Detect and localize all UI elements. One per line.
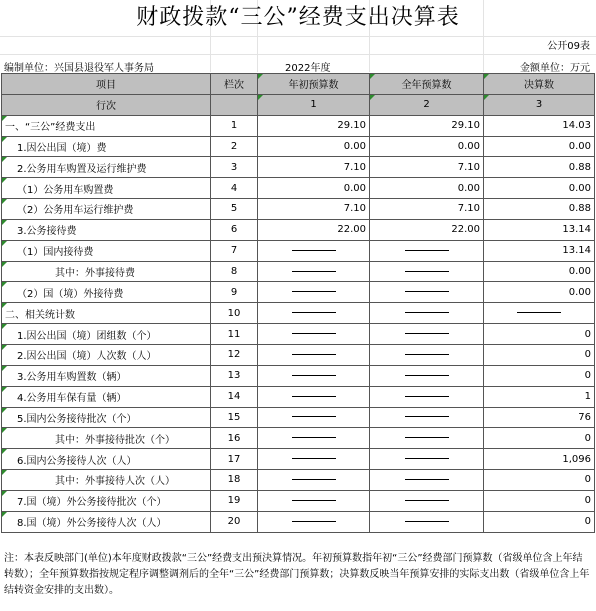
- row-value-3: 13.14: [484, 240, 595, 261]
- dash-line: [292, 250, 336, 251]
- row-value-2: 7.10: [370, 199, 484, 220]
- row-dash-cell: [258, 282, 370, 303]
- row-column-no: 15: [211, 407, 258, 428]
- row-value-2: 29.10: [370, 115, 484, 136]
- index-label: 行次: [2, 94, 211, 115]
- row-item-label: 2.因公出国（境）人次数（人）: [17, 351, 157, 363]
- dash-line: [292, 271, 336, 272]
- row-value-2: 22.00: [370, 219, 484, 240]
- footnote: 注：本表反映部门(单位)本年度财政拨款“三公”经费支出预決算情况。年初预算数指年初“三公”经费部门预算数（省级单位含上年结转数）；全年预算数指按规定程序调整调剂后的全年“三公”经费部门预算数；决算数反映当年预算安排的实际支出数（省级单位含上年结转资金安排的支出数）。: [4, 553, 590, 596]
- row-value-1: 0.00: [258, 178, 370, 199]
- row-item-label: （1）公务用车购置费: [17, 184, 114, 196]
- row-item-name: [2, 115, 211, 136]
- row-dash-cell: [258, 365, 370, 386]
- table-row: [2, 490, 595, 511]
- expense-table: [1, 73, 595, 533]
- index-col-1: 1: [258, 94, 370, 115]
- row-value-3: 0.00: [484, 261, 595, 282]
- table-row: [2, 219, 595, 240]
- row-dash-cell: [258, 240, 370, 261]
- row-column-no: 14: [211, 386, 258, 407]
- row-value-2: 0.00: [370, 178, 484, 199]
- dash-line: [405, 291, 449, 292]
- row-item-label: 3.公务用车购置数（辆）: [17, 372, 127, 384]
- row-value-1: 7.10: [258, 157, 370, 178]
- row-column-no: 20: [211, 511, 258, 532]
- dash-line: [405, 271, 449, 272]
- table-row: [2, 407, 595, 428]
- row-item-label: （1）国内接待费: [17, 247, 94, 259]
- dash-line: [292, 312, 336, 313]
- row-column-no: 5: [211, 199, 258, 220]
- dash-line: [405, 521, 449, 522]
- table-row: [2, 344, 595, 365]
- table-row: [2, 470, 595, 491]
- row-column-no: 7: [211, 240, 258, 261]
- row-item-name: [2, 178, 211, 199]
- row-item-label: 6.国内公务接待人次（人）: [17, 455, 137, 467]
- row-dash-cell: [258, 261, 370, 282]
- row-column-no: 1: [211, 115, 258, 136]
- dash-line: [292, 416, 336, 417]
- dash-line: [405, 396, 449, 397]
- row-item-name: [2, 303, 211, 324]
- row-dash-cell: [370, 303, 484, 324]
- row-column-no: 17: [211, 449, 258, 470]
- row-column-no: 6: [211, 219, 258, 240]
- row-column-no: 12: [211, 344, 258, 365]
- row-column-no: 18: [211, 470, 258, 491]
- row-item-name: [2, 407, 211, 428]
- report-year: 2022年度: [285, 63, 331, 74]
- row-dash-cell: [370, 407, 484, 428]
- row-value-3: 0.88: [484, 157, 595, 178]
- dash-line: [405, 416, 449, 417]
- row-column-no: 3: [211, 157, 258, 178]
- table-row: [2, 365, 595, 386]
- row-item-label: 其中：外事接待批次（个）: [55, 434, 175, 446]
- row-item-label: 7.国（境）外公务接待批次（个）: [17, 497, 167, 509]
- dash-line: [405, 312, 449, 313]
- table-row: [2, 240, 595, 261]
- row-dash-cell: [258, 344, 370, 365]
- row-value-1: 29.10: [258, 115, 370, 136]
- row-dash-cell: [370, 428, 484, 449]
- row-value-3: 0: [484, 324, 595, 345]
- dash-line: [292, 458, 336, 459]
- dash-line: [292, 479, 336, 480]
- table-row: [2, 199, 595, 220]
- row-item-label: 5.国内公务接待批次（个）: [17, 413, 137, 425]
- row-column-no: 4: [211, 178, 258, 199]
- row-column-no: 11: [211, 324, 258, 345]
- row-item-label: 4.公务用车保有量（辆）: [17, 393, 127, 405]
- row-dash-cell: [370, 449, 484, 470]
- row-item-label: 3.公务接待费: [17, 226, 77, 238]
- table-row: [2, 136, 595, 157]
- row-dash-cell: [370, 324, 484, 345]
- row-item-label: （2）国（境）外接待费: [17, 288, 124, 300]
- row-dash-cell: [370, 344, 484, 365]
- row-value-3: 0: [484, 470, 595, 491]
- row-item-label: 1.因公出国（境）团组数（个）: [17, 330, 157, 342]
- row-dash-cell: [370, 240, 484, 261]
- row-item-label: 8.国（境）外公务接待人次（人）: [17, 518, 167, 530]
- table-row: [2, 428, 595, 449]
- row-column-no: 16: [211, 428, 258, 449]
- index-col-3: 3: [484, 94, 595, 115]
- row-value-3: 0: [484, 365, 595, 386]
- row-dash-cell: [258, 303, 370, 324]
- row-column-no: 9: [211, 282, 258, 303]
- table-row: [2, 303, 595, 324]
- row-dash-cell: [258, 470, 370, 491]
- table-row: [2, 261, 595, 282]
- table-row: [2, 115, 595, 136]
- row-value-3: 0.00: [484, 282, 595, 303]
- row-dash-cell: [370, 365, 484, 386]
- dash-line: [405, 375, 449, 376]
- row-value-3: 0: [484, 511, 595, 532]
- row-dash-cell: [258, 490, 370, 511]
- dash-line: [292, 396, 336, 397]
- row-value-3: 0: [484, 428, 595, 449]
- row-item-name: [2, 428, 211, 449]
- table-row: [2, 449, 595, 470]
- dash-line: [405, 250, 449, 251]
- row-item-name: [2, 199, 211, 220]
- row-dash-cell: [370, 282, 484, 303]
- table-row: [2, 282, 595, 303]
- dash-line: [405, 437, 449, 438]
- row-dash-cell: [258, 407, 370, 428]
- row-item-label: 2.公务用车购置及运行维护费: [17, 163, 147, 175]
- row-dash-cell: [370, 470, 484, 491]
- row-column-no: 2: [211, 136, 258, 157]
- row-value-3: 0: [484, 344, 595, 365]
- row-item-name: [2, 344, 211, 365]
- table-row: [2, 157, 595, 178]
- row-value-3: 0.00: [484, 178, 595, 199]
- row-value-1: 0.00: [258, 136, 370, 157]
- dash-line: [292, 333, 336, 334]
- row-value-3: 1: [484, 386, 595, 407]
- dash-line: [292, 375, 336, 376]
- row-dash-cell: [258, 428, 370, 449]
- row-dash-cell: [258, 324, 370, 345]
- row-value-3: 0.00: [484, 136, 595, 157]
- row-item-label: 一、“三公”经费支出: [5, 122, 96, 134]
- report-title: 财政拨款“三公”经费支出决算表: [136, 5, 460, 30]
- row-item-label: 其中：外事接待费: [55, 268, 135, 280]
- row-column-no: 19: [211, 490, 258, 511]
- row-item-name: [2, 324, 211, 345]
- table-row: [2, 178, 595, 199]
- row-item-label: 其中：外事接待人次（人）: [55, 476, 175, 488]
- dash-line: [517, 312, 561, 313]
- index-col-2: 2: [370, 94, 484, 115]
- row-value-1: 22.00: [258, 219, 370, 240]
- dash-line: [292, 437, 336, 438]
- header-item: 项目: [2, 74, 211, 95]
- row-dash-cell: [370, 490, 484, 511]
- row-column-no: 8: [211, 261, 258, 282]
- amount-unit: 金额单位：万元: [520, 63, 590, 74]
- dash-line: [292, 354, 336, 355]
- row-item-name: [2, 490, 211, 511]
- row-value-3: 13.14: [484, 219, 595, 240]
- row-value-3: 0: [484, 490, 595, 511]
- row-item-label: 1.因公出国（境）费: [17, 142, 107, 154]
- row-item-name: [2, 386, 211, 407]
- row-dash-cell: [258, 511, 370, 532]
- reporting-unit: 编制单位：兴国县退役军人事务局: [4, 63, 154, 74]
- row-column-no: 13: [211, 365, 258, 386]
- row-item-label: （2）公务用车运行维护费: [17, 205, 134, 217]
- row-dash-cell: [258, 449, 370, 470]
- row-item-name: [2, 470, 211, 491]
- row-item-name: [2, 219, 211, 240]
- index-row: [2, 94, 595, 115]
- table-row: [2, 324, 595, 345]
- header-row: [2, 74, 595, 95]
- row-item-name: [2, 261, 211, 282]
- header-initial-budget: 年初预算数: [258, 74, 370, 95]
- row-dash-cell: [258, 386, 370, 407]
- table-row: [2, 386, 595, 407]
- dash-line: [405, 458, 449, 459]
- row-item-name: [2, 449, 211, 470]
- row-dash-cell: [370, 261, 484, 282]
- row-item-label: 二、相关统计数: [5, 309, 75, 321]
- dash-line: [405, 333, 449, 334]
- row-dash-cell: [370, 386, 484, 407]
- dash-line: [292, 500, 336, 501]
- row-value-3: 76: [484, 407, 595, 428]
- dash-line: [292, 521, 336, 522]
- row-dash-cell: [484, 303, 595, 324]
- header-final-amount: 决算数: [484, 74, 595, 95]
- row-item-name: [2, 157, 211, 178]
- row-value-3: 14.03: [484, 115, 595, 136]
- dash-line: [405, 479, 449, 480]
- row-column-no: 10: [211, 303, 258, 324]
- row-item-name: [2, 136, 211, 157]
- dash-line: [405, 500, 449, 501]
- header-column-no: 栏次: [211, 74, 258, 95]
- index-blank: [211, 94, 258, 115]
- row-value-2: 0.00: [370, 136, 484, 157]
- dash-line: [405, 354, 449, 355]
- dash-line: [292, 291, 336, 292]
- row-item-name: [2, 240, 211, 261]
- row-value-3: 1,096: [484, 449, 595, 470]
- row-item-name: [2, 365, 211, 386]
- row-value-3: 0.88: [484, 199, 595, 220]
- row-item-name: [2, 511, 211, 532]
- row-value-1: 7.10: [258, 199, 370, 220]
- row-value-2: 7.10: [370, 157, 484, 178]
- header-annual-budget: 全年预算数: [370, 74, 484, 95]
- row-item-name: [2, 282, 211, 303]
- form-code: 公开09表: [547, 41, 590, 52]
- row-dash-cell: [370, 511, 484, 532]
- table-row: [2, 511, 595, 532]
